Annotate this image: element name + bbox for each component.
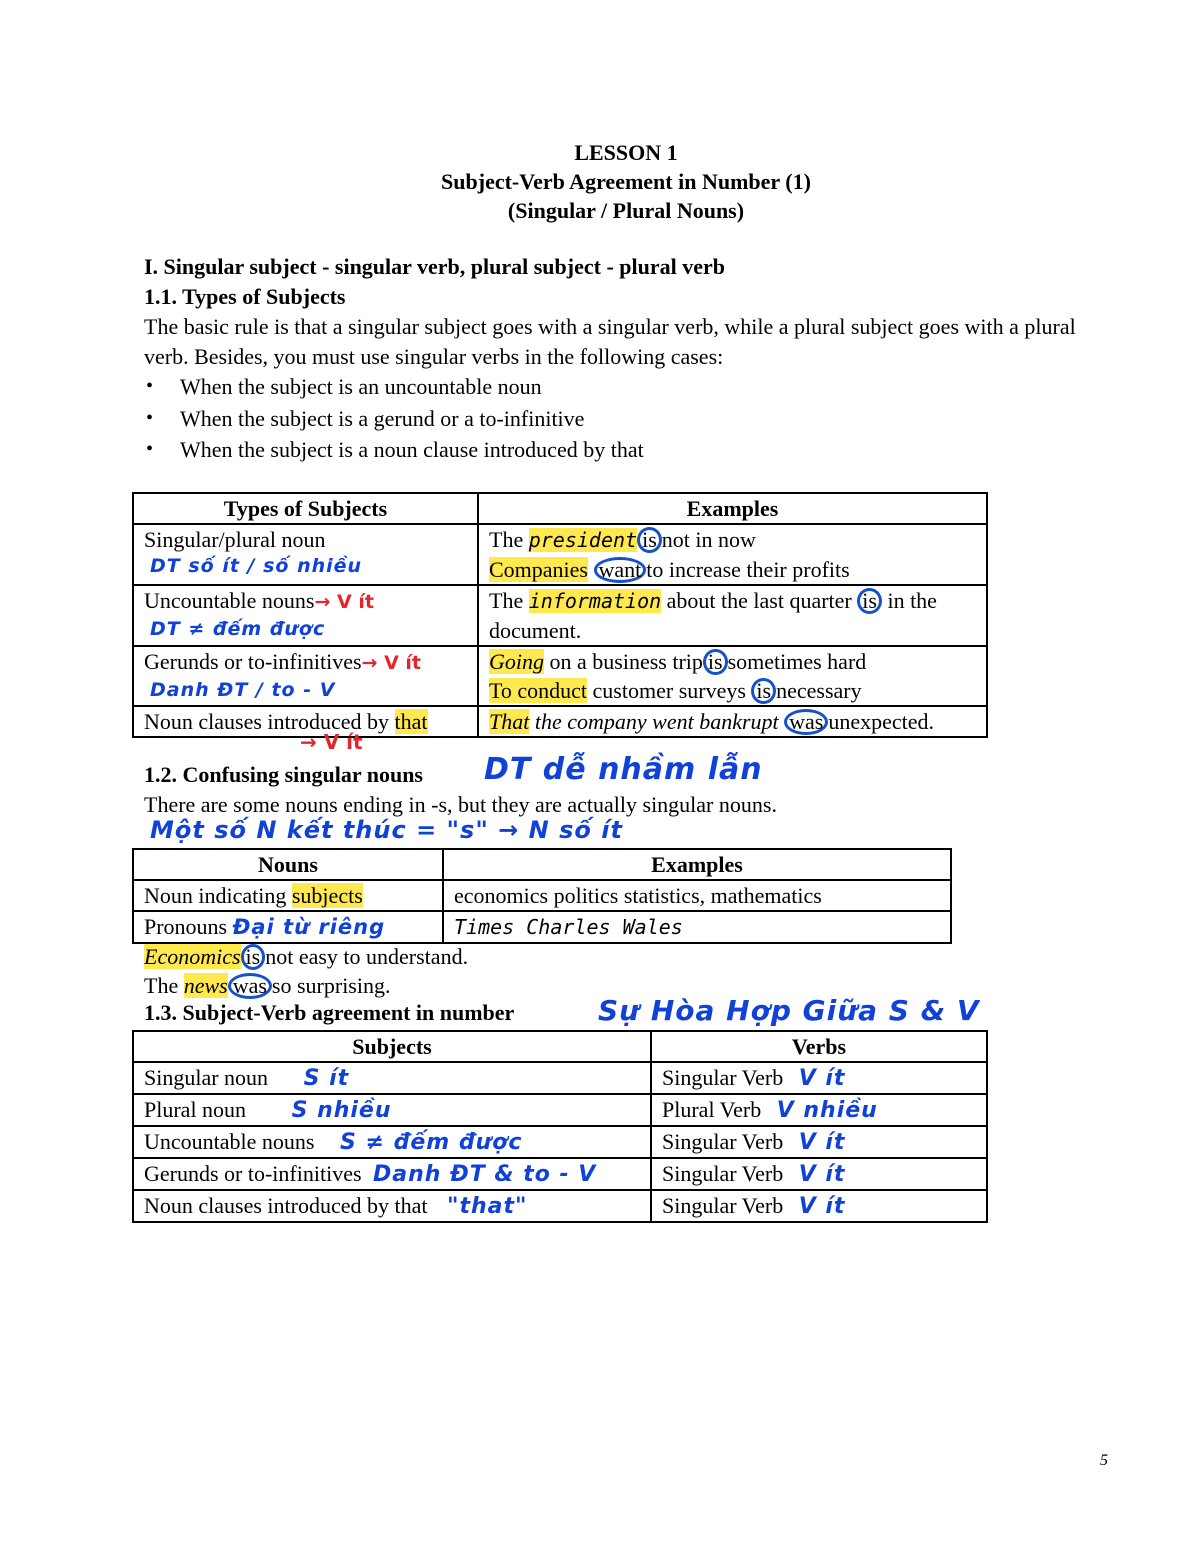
bullet-list [144, 372, 1044, 467]
handwritten-note: S nhiều [291, 1098, 392, 1123]
table-cell: Singular noun S ít [133, 1062, 651, 1094]
types-of-subjects-table [132, 492, 988, 738]
table-header: Verbs [651, 1031, 987, 1062]
handwritten-note: Danh ĐT / to - V [150, 679, 336, 701]
table-cell: Gerunds or to-infinitives→ V ít Danh ĐT / to - V [133, 646, 478, 706]
table-cell: The information about the last quarter is in the document. [478, 585, 987, 646]
table-header: Examples [443, 849, 951, 880]
handwritten-note: V ít [798, 1162, 846, 1187]
list-item: • When the subject is a gerund or a to-infinitive [144, 404, 1044, 436]
arrow-note: → V ít [361, 652, 421, 674]
table-cell: Singular Verb V ít [651, 1158, 987, 1190]
handwritten-note: V ít [798, 1194, 846, 1219]
table-row [133, 1126, 987, 1158]
handwritten-note: Một số N kết thúc = "s" → N số ít [150, 816, 623, 844]
section-2-paragraph: There are some nouns ending in -s, but they are actually singular nouns. [144, 792, 777, 817]
section-1-heading: I. Singular subject - singular verb, plural subject - plural verb [144, 254, 726, 279]
table-cell: Going on a business trip is sometimes hard To conduct customer surveys is necessary [478, 646, 987, 706]
table-cell: Singular/plural noun DT số ít / số nhiều [133, 524, 478, 585]
subsection-1-1-heading: 1.1. Types of Subjects [144, 284, 346, 309]
table-row [133, 1158, 987, 1190]
arrow-note: → V ít [300, 730, 363, 754]
lesson-subtitle: (Singular / Plural Nouns) [507, 198, 745, 223]
table-cell: That the company went bankrupt was unexpected. [478, 706, 987, 737]
circled-verb: want [594, 557, 647, 583]
table-cell: The president is not in now Companies want to increase their profits [478, 524, 987, 585]
circled-verb: is [703, 649, 728, 675]
circled-verb: is [751, 678, 776, 704]
handwritten-note: S ít [303, 1066, 350, 1091]
circled-verb: is [857, 588, 882, 614]
table-cell: Noun clauses introduced by that "that" [133, 1190, 651, 1222]
table-cell: Pronouns Đại từ riêng [133, 911, 443, 943]
table-header: Types of Subjects [133, 493, 478, 524]
handwritten-note: DT dễ nhầm lẫn [484, 752, 763, 787]
table-cell: Noun indicating subjects [133, 880, 443, 911]
handwritten-note: Danh ĐT & to - V [373, 1162, 597, 1187]
table-row [133, 585, 987, 646]
table-cell: Plural Verb V nhiều [651, 1094, 987, 1126]
handwritten-note: V ít [798, 1130, 846, 1155]
table-cell: Singular Verb V ít [651, 1126, 987, 1158]
confusing-nouns-table [132, 848, 952, 944]
handwritten-note: S ≠ đếm được [339, 1130, 523, 1155]
table-row [133, 646, 987, 706]
table-row [133, 880, 951, 911]
subsection-1-2-heading: 1.2. Confusing singular nouns [144, 762, 423, 787]
list-item: • When the subject is a noun clause introduced by that [144, 435, 1044, 467]
handwritten-note: V ít [798, 1066, 846, 1091]
table-cell: Times Charles Wales [443, 911, 951, 943]
handwritten-note: Sự Hòa Hợp Giữa S & V [598, 994, 980, 1027]
handwritten-note: "that" [447, 1194, 528, 1219]
table-cell: Singular Verb V ít [651, 1062, 987, 1094]
circled-verb: was [784, 709, 828, 735]
table-row [133, 524, 987, 585]
lesson-label: LESSON 1 [574, 140, 678, 165]
example-sentence: Economics is not easy to understand. [144, 944, 469, 969]
circled-verb: was [228, 973, 272, 999]
circled-verb: is [241, 944, 266, 970]
table-header-row [133, 493, 987, 524]
section-1-paragraph: The basic rule is that a singular subject goes with a singular verb, while a plural subject goes with a plural verb. Besides, you must use singular verbs in the following cases: [144, 314, 1076, 369]
table-row [133, 911, 951, 943]
subsection-1-3-heading: 1.3. Subject-Verb agreement in number [144, 1000, 515, 1025]
table-cell: Plural noun S nhiều [133, 1094, 651, 1126]
table-cell: Gerunds or to-infinitives Danh ĐT & to - V [133, 1158, 651, 1190]
table-cell: Uncountable nouns S ≠ đếm được [133, 1126, 651, 1158]
circled-verb: is [637, 527, 662, 553]
handwritten-note: Đại từ riêng [232, 915, 386, 939]
table-header-row [133, 1031, 987, 1062]
table-row [133, 1190, 987, 1222]
lesson-title: Subject-Verb Agreement in Number (1) [441, 169, 811, 194]
table-header: Nouns [133, 849, 443, 880]
handwritten-note: DT số ít / số nhiều [150, 555, 363, 577]
table-header: Examples [478, 493, 987, 524]
table-header: Subjects [133, 1031, 651, 1062]
agreement-table [132, 1030, 988, 1223]
page-number: 5 [1100, 1452, 1108, 1469]
handwritten-note: V nhiều [776, 1098, 878, 1123]
table-row [133, 706, 987, 737]
table-row [133, 1062, 987, 1094]
table-cell: Uncountable nouns→ V ít DT ≠ đếm được [133, 585, 478, 646]
table-row [133, 1094, 987, 1126]
table-cell: Singular Verb V ít [651, 1190, 987, 1222]
table-header-row [133, 849, 951, 880]
table-cell: economics politics statistics, mathematics [443, 880, 951, 911]
arrow-note: → V ít [314, 591, 374, 613]
table-cell: Noun clauses introduced by that [133, 706, 478, 737]
example-sentence: The news was so surprising. [144, 973, 391, 998]
handwritten-note: DT ≠ đếm được [150, 618, 326, 640]
list-item: • When the subject is an uncountable noun [144, 372, 1044, 404]
